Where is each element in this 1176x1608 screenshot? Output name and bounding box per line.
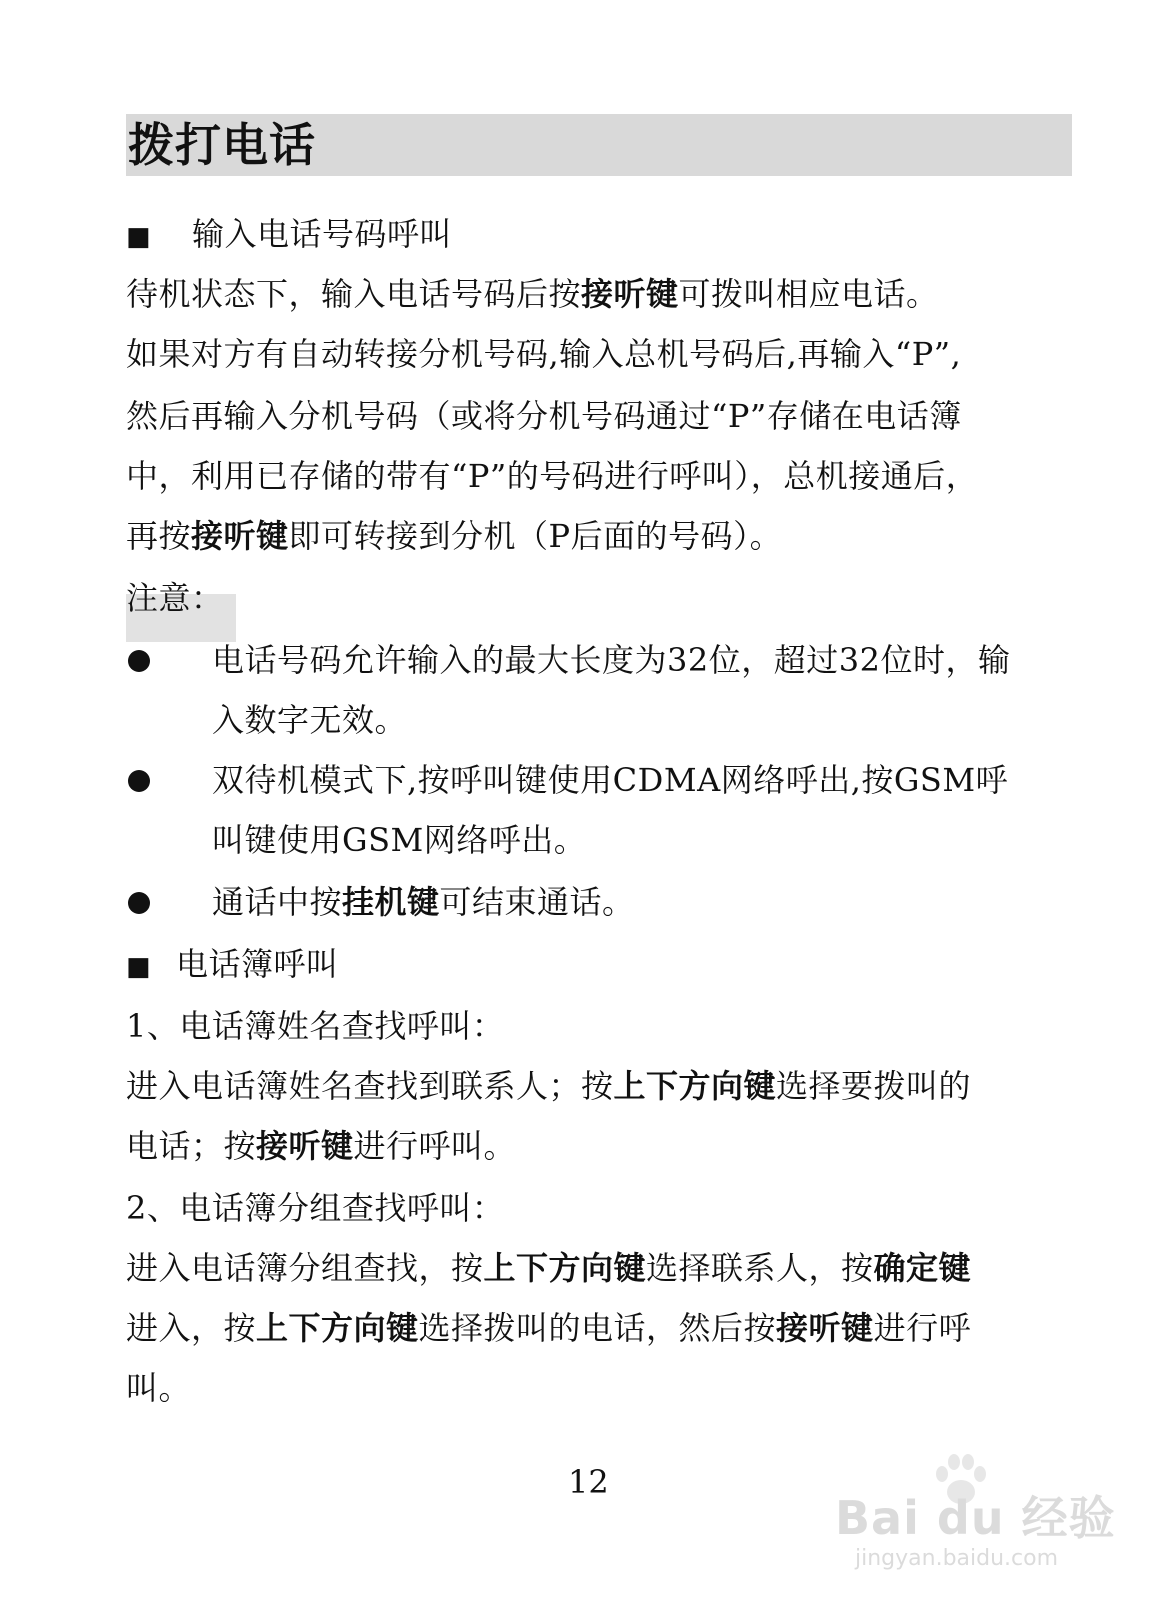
paragraph-line: [126, 1126, 516, 1166]
key-name: 上下方向键: [256, 1309, 419, 1347]
section-heading-dial-number: [126, 214, 452, 257]
text: 进入电话簿姓名查找到联系人；按: [126, 1067, 614, 1105]
note-item-line: 双待机模式下,按呼叫键使用CDMA网络呼出,按GSM呼: [212, 761, 1009, 799]
baidu-jingyan-watermark: [835, 1452, 1125, 1572]
square-bullet-icon: ■: [126, 222, 152, 252]
text: 待机状态下，输入电话号码后按: [126, 275, 582, 313]
watermark-brand: Bai du 经验: [835, 1491, 1116, 1545]
paragraph-line: [126, 516, 782, 556]
key-name: 上下方向键: [483, 1249, 647, 1287]
subsection-title: 2、电话簿分组查找呼叫：: [126, 1189, 505, 1227]
key-name: 上下方向键: [613, 1067, 777, 1105]
key-name: 挂机键: [342, 883, 440, 921]
section-heading-phonebook: [126, 944, 339, 987]
text: 进行呼叫。: [353, 1127, 517, 1165]
watermark-url: jingyan.baidu.com: [855, 1546, 1059, 1571]
key-name: 接听键: [776, 1309, 874, 1347]
text: 进行呼: [873, 1309, 972, 1347]
text: 选择联系人，按: [646, 1249, 874, 1287]
key-name: 接听键: [581, 275, 679, 313]
key-name: 接听键: [256, 1127, 354, 1165]
paragraph-line: [126, 1308, 971, 1348]
page-title: 拨打电话: [128, 118, 316, 172]
paragraph-line: [126, 1066, 971, 1106]
note-item-line: 入数字无效。: [212, 701, 408, 739]
bullet-dot-icon: [128, 770, 150, 792]
text: 可结束通话。: [439, 883, 635, 921]
key-name: 确定键: [873, 1249, 972, 1287]
paragraph-line: [126, 1248, 971, 1288]
paragraph-line: 叫。: [126, 1369, 192, 1407]
text: 通话中按: [212, 883, 343, 921]
note-item-line: [212, 882, 635, 922]
text: 再按: [126, 517, 192, 555]
text: 即可转接到分机（P后面的号码）。: [288, 517, 783, 555]
note-item-line: 叫键使用GSM网络呼出。: [212, 821, 587, 859]
key-name: 接听键: [191, 517, 289, 555]
paragraph-line: 然后再输入分机号码（或将分机号码通过“P”存储在电话簿: [126, 397, 962, 435]
bullet-dot-icon: [128, 650, 150, 672]
note-item-line: 电话号码允许输入的最大长度为32位，超过32位时，输: [212, 641, 1011, 679]
page-number: 12: [568, 1463, 609, 1501]
heading-text: 输入电话号码呼叫: [192, 215, 453, 253]
subsection-title: 1、电话簿姓名查找呼叫：: [126, 1007, 505, 1045]
note-label: 注意：: [126, 579, 224, 617]
text: 电话；按: [126, 1127, 257, 1165]
square-bullet-icon: ■: [126, 952, 152, 982]
text: 选择要拨叫的: [776, 1067, 972, 1105]
heading-text: 电话簿呼叫: [176, 945, 339, 983]
text: 进入电话簿分组查找，按: [126, 1249, 484, 1287]
paragraph-line: 如果对方有自动转接分机号码,输入总机号码后,再输入“P”,: [126, 335, 962, 373]
text: 进入，按: [126, 1309, 257, 1347]
paragraph-line: 中，利用已存储的带有“P”的号码进行呼叫），总机接通后，: [126, 457, 979, 495]
paragraph-line: [126, 274, 939, 314]
text: 选择拨叫的电话，然后按: [418, 1309, 777, 1347]
text: 可拨叫相应电话。: [678, 275, 939, 313]
bullet-dot-icon: [128, 892, 150, 914]
